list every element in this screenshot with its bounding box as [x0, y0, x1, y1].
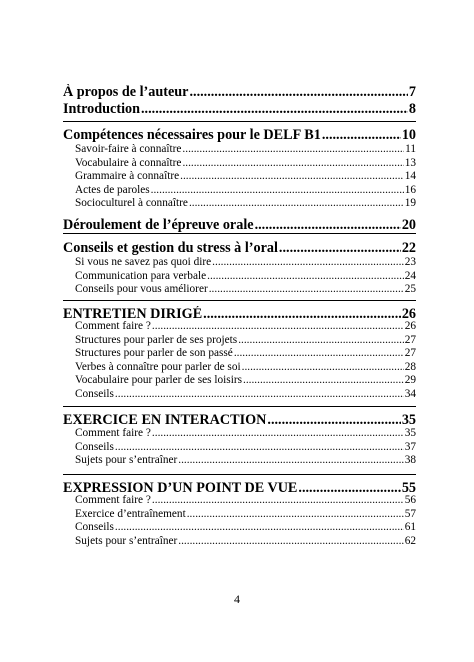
toc-subsection-entry [63, 347, 416, 359]
toc-subsection-entry [63, 256, 416, 268]
toc-subsection-entry [63, 508, 416, 520]
toc-subsection-entry [63, 170, 416, 182]
dot-leader [152, 320, 404, 332]
toc-subsection-page: 57 [404, 507, 416, 520]
dot-leader [187, 508, 404, 520]
toc-subsection-title: Conseils [75, 521, 114, 533]
toc-subsection-title: Socioculturel à connaître [75, 197, 188, 209]
toc-subsection-page: 35 [404, 427, 416, 439]
toc-subsection-title: Conseils [75, 387, 114, 400]
toc-subsection-title: Exercice d’entraînement [75, 507, 186, 520]
toc-section-entry [63, 84, 416, 101]
dot-leader [152, 427, 404, 439]
toc-subsection-page: 26 [404, 320, 416, 332]
toc-subsection-page: 24 [404, 269, 416, 282]
toc-subsection-title: Actes de paroles [75, 183, 150, 196]
toc-section-title: Déroulement de l’épreuve orale [63, 217, 254, 233]
dot-leader [189, 84, 407, 101]
toc-section-title: Compétences nécessaires pour le DELF B1 [63, 127, 321, 143]
dot-leader [151, 184, 404, 196]
toc-subsection-page: 19 [404, 197, 416, 209]
toc-section-title: ENTRETIEN DIRIGÉ [63, 306, 203, 322]
toc-section-title: EXPRESSION D’UN POINT DE VUE [63, 480, 298, 496]
toc-section-page: 26 [401, 306, 416, 322]
dot-leader [207, 270, 404, 282]
toc-section-page: 8 [408, 101, 416, 117]
toc-section-page: 22 [401, 240, 416, 256]
toc-section-page: 10 [401, 127, 416, 143]
toc-subsection-page: 56 [404, 494, 416, 506]
toc-subsection-title: Savoir-faire à connaître [75, 143, 182, 155]
dot-leader [115, 388, 404, 400]
toc-subsection-page: 11 [405, 143, 416, 155]
dot-leader [115, 441, 404, 453]
toc-subsection-entry [63, 494, 416, 506]
dot-leader [178, 454, 403, 466]
toc-subsection-page: 38 [404, 454, 416, 466]
page-number: 4 [234, 592, 240, 606]
toc-section-title: EXERCICE EN INTERACTION [63, 412, 267, 428]
toc-subsection-entry [63, 334, 416, 346]
toc-subsection-page: 13 [404, 156, 416, 169]
toc-section-page: 55 [401, 480, 416, 496]
toc-subsection-entry [63, 427, 416, 439]
toc-section-title: Conseils et gestion du stress à l’oral [63, 240, 278, 256]
dot-leader [212, 256, 404, 268]
toc-subsection-entry [63, 535, 416, 547]
toc-subsection-page: 27 [404, 347, 416, 359]
toc-subsection-entry [63, 441, 416, 453]
dot-leader [182, 143, 404, 155]
toc-subsection-entry [63, 320, 416, 332]
dot-leader [279, 240, 401, 257]
toc-subsection-title: Conseils [75, 440, 114, 453]
toc-subsection-title: Communication para verbale [75, 269, 207, 282]
toc-section-page: 35 [401, 412, 416, 428]
dot-leader [141, 101, 408, 118]
toc-subsection-page: 37 [404, 440, 416, 453]
toc-subsection-title: Vocabulaire à connaître [75, 156, 182, 169]
toc-subsection-title: Verbes à connaître pour parler de soi [75, 360, 241, 373]
toc-subsection-title: Sujets pour s’entraîner [75, 454, 178, 466]
section-divider [63, 121, 416, 122]
toc-subsection-page: 23 [404, 256, 416, 268]
dot-leader [152, 494, 404, 506]
dot-leader [115, 521, 404, 533]
toc-subsection-title: Si vous ne savez pas quoi dire [75, 256, 212, 268]
toc-subsection-title: Vocabulaire pour parler de ses loisirs [75, 374, 242, 386]
dot-leader [180, 170, 404, 182]
toc-subsection-entry [63, 143, 416, 155]
section-divider [63, 474, 416, 475]
toc-subsection-page: 28 [404, 360, 416, 373]
toc-section-entry [63, 127, 416, 144]
dot-leader [322, 127, 401, 144]
toc-section-entry [63, 217, 416, 234]
toc-subsection-page: 14 [404, 170, 416, 182]
dot-leader [243, 374, 404, 386]
toc-subsection-title: Comment faire ? [75, 320, 151, 332]
toc-subsection-page: 27 [404, 333, 416, 346]
toc-section-entry [63, 101, 416, 118]
dot-leader [242, 361, 404, 373]
toc-section-page: 7 [408, 84, 416, 100]
toc-subsection-entry [63, 454, 416, 466]
toc-subsection-page: 62 [404, 534, 416, 547]
toc-subsection-title: Structures pour parler de son passé [75, 347, 233, 359]
dot-leader [182, 157, 403, 169]
toc-subsection-entry [63, 388, 416, 400]
toc-subsection-page: 25 [404, 283, 416, 295]
section-divider [63, 233, 416, 234]
toc-subsection-entry [63, 184, 416, 196]
toc-subsection-title: Comment faire ? [75, 427, 151, 439]
toc-subsection-title: Comment faire ? [75, 494, 151, 506]
toc-subsection-page: 16 [404, 183, 416, 196]
dot-leader [238, 334, 404, 346]
toc-subsection-page: 34 [404, 387, 416, 400]
toc-subsection-title: Grammaire à connaître [75, 170, 180, 182]
toc-subsection-entry [63, 521, 416, 533]
toc-subsection-entry [63, 197, 416, 209]
dot-leader [209, 283, 404, 295]
toc-subsection-title: Conseils pour vous améliorer [75, 283, 208, 295]
toc-subsection-page: 29 [404, 374, 416, 386]
dot-leader [189, 197, 404, 209]
dot-leader [255, 217, 401, 234]
toc-section-page: 20 [401, 217, 416, 233]
toc-subsection-entry [63, 361, 416, 373]
toc-subsection-entry [63, 283, 416, 295]
dot-leader [178, 535, 403, 547]
section-divider [63, 300, 416, 301]
toc-section-entry [63, 240, 416, 257]
toc-subsection-entry [63, 270, 416, 282]
section-divider [63, 406, 416, 407]
toc-subsection-title: Structures pour parler de ses projets [75, 333, 238, 346]
dot-leader [234, 347, 404, 359]
toc-subsection-title: Sujets pour s’entraîner [75, 534, 178, 547]
toc-subsection-entry [63, 374, 416, 386]
toc-subsection-entry [63, 157, 416, 169]
toc-section-title: Introduction [63, 101, 140, 117]
toc-subsection-page: 61 [404, 521, 416, 533]
toc-section-title: À propos de l’auteur [63, 84, 189, 100]
